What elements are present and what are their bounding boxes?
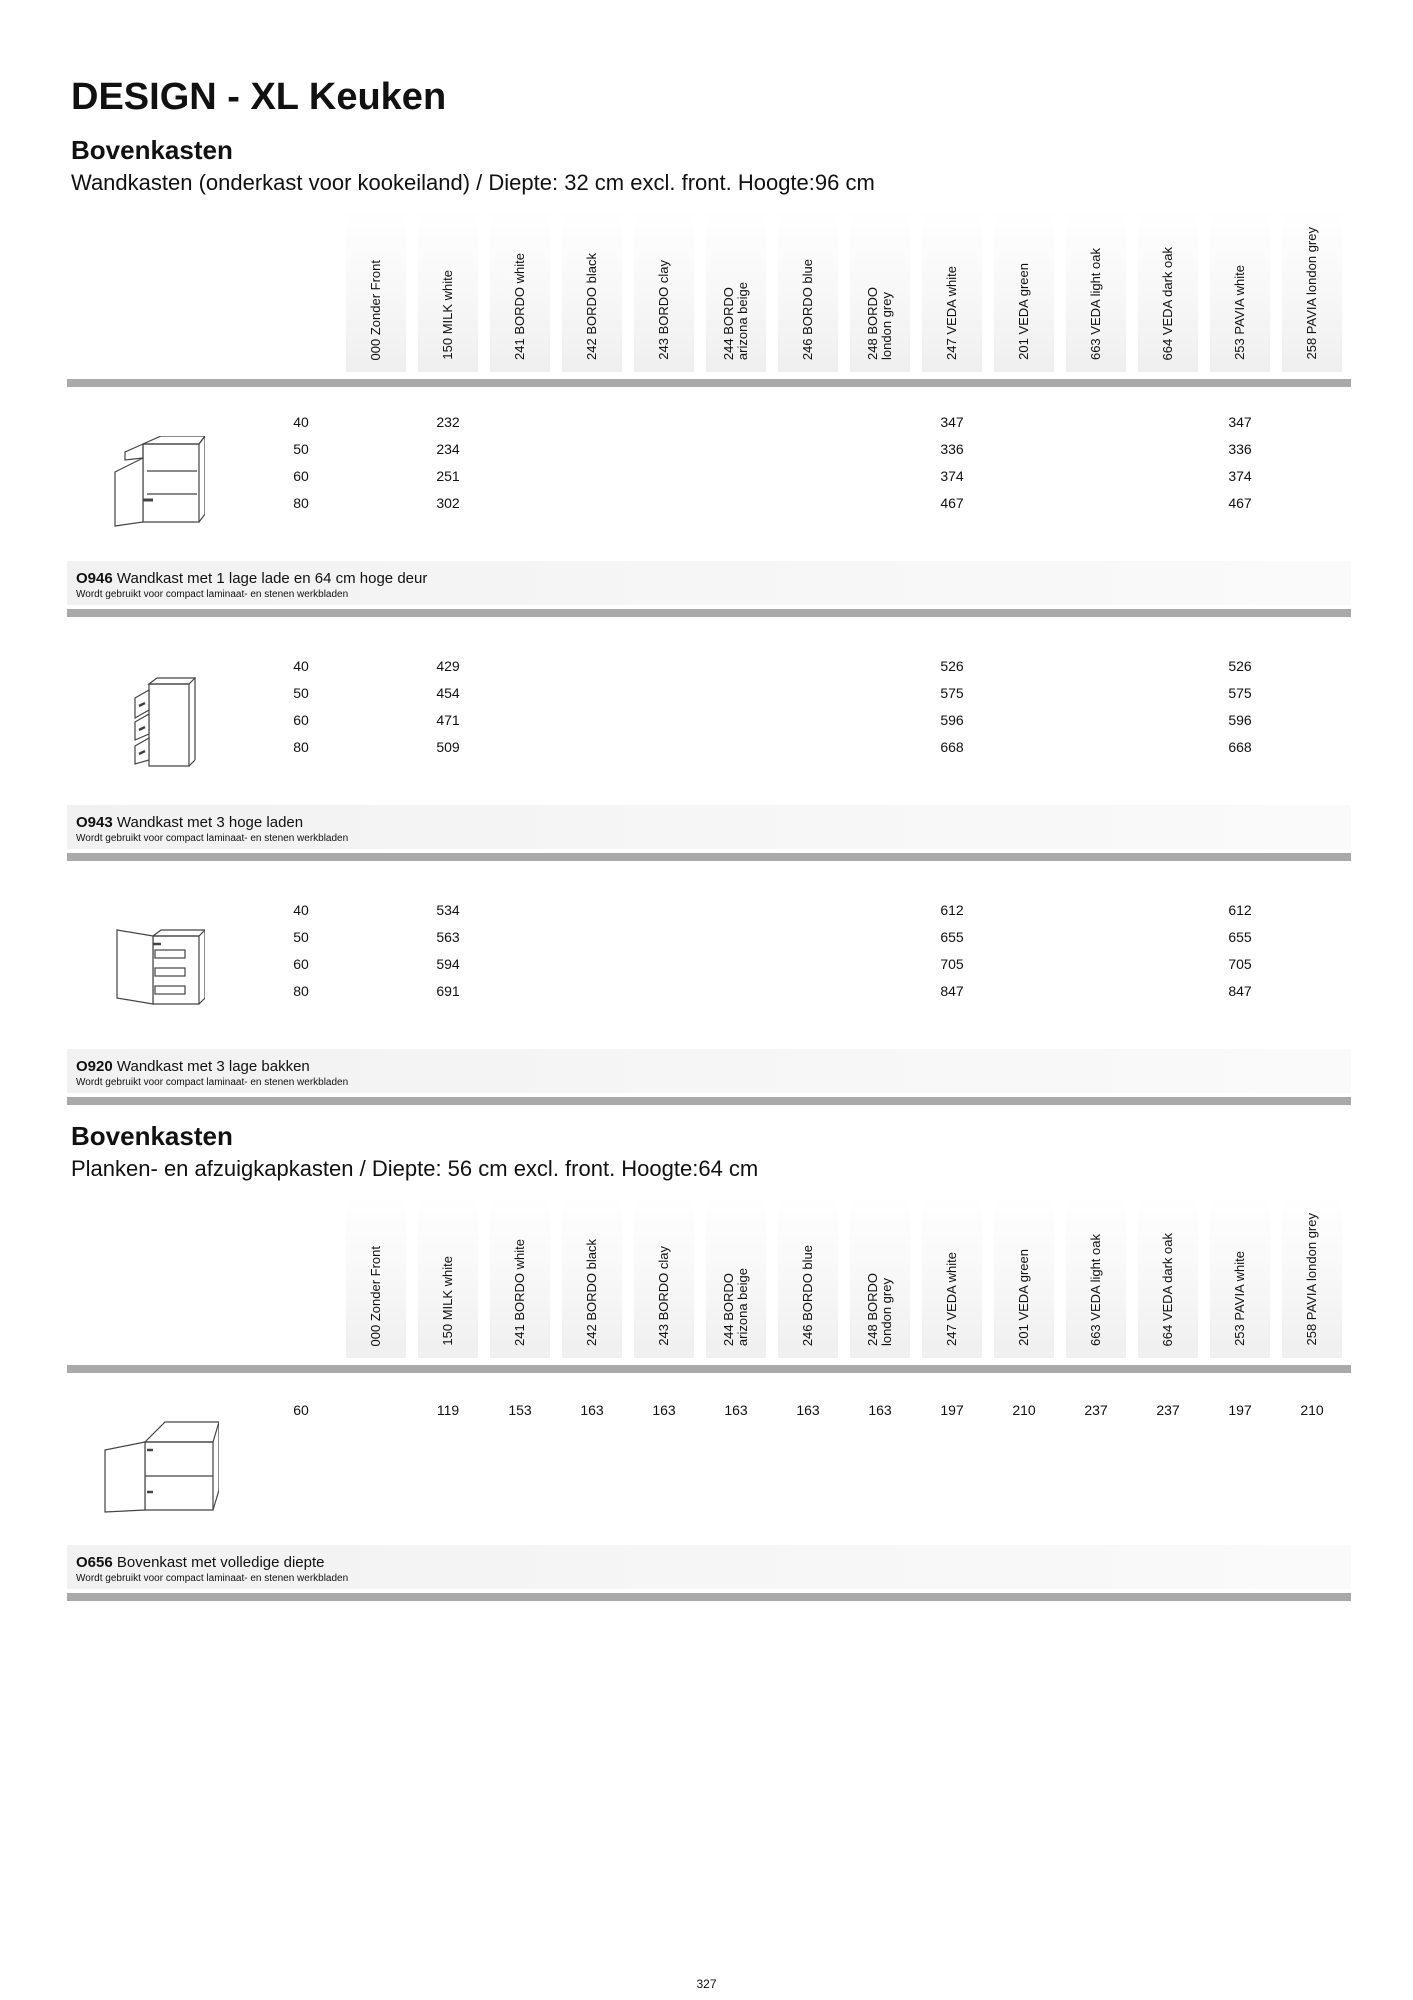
price-cell: 163 — [652, 1402, 676, 1418]
price-column — [412, 409, 484, 517]
size-value: 40 — [293, 902, 309, 918]
price-cell: 655 — [1228, 929, 1252, 945]
front-column-label: 664 VEDA dark oak — [1160, 246, 1175, 360]
header-rule — [67, 1365, 1351, 1373]
price-cell: 163 — [796, 1402, 820, 1418]
price-cell: 526 — [940, 658, 964, 674]
front-column-label: 247 VEDA white — [944, 1252, 959, 1346]
price-cell: 847 — [1228, 983, 1252, 999]
front-column-header — [490, 209, 550, 372]
price-cell: 237 — [1156, 1402, 1180, 1418]
price-cell: 705 — [940, 956, 964, 972]
front-column-label: 243 BORDO clay — [656, 1246, 671, 1346]
size-value: 40 — [293, 414, 309, 430]
item-title — [76, 1059, 310, 1074]
price-cell: 347 — [940, 414, 964, 430]
price-cell: 237 — [1084, 1402, 1108, 1418]
price-cell: 153 — [508, 1402, 532, 1418]
price-column — [844, 1397, 916, 1424]
price-column — [916, 897, 988, 1005]
front-column-header — [1066, 209, 1126, 372]
front-column-headers — [0, 1195, 1413, 1358]
size-value: 40 — [293, 658, 309, 674]
cabinet-drawer-door-icon — [113, 436, 205, 528]
item-rule — [67, 1593, 1351, 1601]
cabinet-full-depth-icon — [101, 1420, 219, 1516]
front-column-label: 201 VEDA green — [1016, 263, 1031, 360]
item-rule — [67, 609, 1351, 617]
price-cell: 668 — [940, 739, 964, 755]
front-column-header — [1282, 209, 1342, 372]
price-cell: 210 — [1300, 1402, 1324, 1418]
price-cell: 232 — [436, 414, 460, 430]
price-column — [1204, 409, 1276, 517]
item-note: Wordt gebruikt voor compact laminaat- en stenen werkbladen — [76, 1573, 349, 1584]
item-title — [76, 1555, 325, 1570]
front-column-header — [346, 1195, 406, 1358]
price-column — [1060, 1397, 1132, 1424]
price-cell: 467 — [940, 495, 964, 511]
price-cell: 336 — [940, 441, 964, 457]
front-column-label: 663 VEDA light oak — [1088, 1233, 1103, 1346]
price-cell: 197 — [1228, 1402, 1252, 1418]
item-description-band — [67, 805, 1351, 849]
item-name: Bovenkast met volledige diepte — [116, 1554, 325, 1571]
price-column — [628, 1397, 700, 1424]
item-description-band — [67, 1545, 1351, 1589]
price-column — [556, 1397, 628, 1424]
item-code: O920 — [76, 1058, 113, 1075]
header-rule — [67, 379, 1351, 387]
item-rule — [67, 1097, 1351, 1105]
price-cell: 596 — [1228, 712, 1252, 728]
price-cell: 467 — [1228, 495, 1252, 511]
price-cell: 347 — [1228, 414, 1252, 430]
size-column — [271, 653, 331, 761]
front-column-header — [922, 209, 982, 372]
front-column-label: 258 PAVIA london grey — [1304, 1213, 1319, 1346]
front-column-label: 244 BORDO arizona beige — [721, 1267, 750, 1346]
front-column-label: 244 BORDO arizona beige — [721, 281, 750, 360]
price-column — [916, 653, 988, 761]
price-cell: 336 — [1228, 441, 1252, 457]
price-column — [916, 409, 988, 517]
front-column-header — [778, 1195, 838, 1358]
front-column-header — [634, 1195, 694, 1358]
size-value: 80 — [293, 495, 309, 511]
price-column — [1132, 1397, 1204, 1424]
front-column-header — [562, 209, 622, 372]
price-cell: 534 — [436, 902, 460, 918]
price-cell: 429 — [436, 658, 460, 674]
price-cell: 575 — [940, 685, 964, 701]
section-title: Bovenkasten — [71, 1121, 233, 1151]
cabinet-three-trays-icon — [113, 928, 205, 1008]
item-note: Wordt gebruikt voor compact laminaat- en stenen werkbladen — [76, 1077, 349, 1088]
price-column — [484, 1397, 556, 1424]
price-cell: 847 — [940, 983, 964, 999]
front-column-label: 243 BORDO clay — [656, 260, 671, 360]
front-column-label: 241 BORDO white — [512, 253, 527, 360]
price-column — [916, 1397, 988, 1424]
item-name: Wandkast met 3 lage bakken — [116, 1058, 310, 1075]
size-value: 50 — [293, 929, 309, 945]
price-cell: 374 — [1228, 468, 1252, 484]
item-name: Wandkast met 1 lage lade en 64 cm hoge deur — [116, 570, 428, 587]
item-note: Wordt gebruikt voor compact laminaat- en stenen werkbladen — [76, 833, 349, 844]
price-column — [988, 1397, 1060, 1424]
size-column — [271, 409, 331, 517]
front-column-header — [1138, 1195, 1198, 1358]
item-description-band — [67, 561, 1351, 605]
size-value: 80 — [293, 983, 309, 999]
front-column-header — [1210, 1195, 1270, 1358]
front-column-label: 248 BORDO london grey — [865, 287, 894, 360]
front-column-label: 150 MILK white — [440, 270, 455, 360]
page-title: DESIGN - XL Keuken — [71, 76, 447, 118]
price-cell: 594 — [436, 956, 460, 972]
price-cell: 668 — [1228, 739, 1252, 755]
front-column-header — [562, 1195, 622, 1358]
item-rule — [67, 853, 1351, 861]
front-column-label: 664 VEDA dark oak — [1160, 1232, 1175, 1346]
price-column — [772, 1397, 844, 1424]
item-note: Wordt gebruikt voor compact laminaat- en stenen werkbladen — [76, 589, 349, 600]
price-cell: 163 — [580, 1402, 604, 1418]
price-column — [1204, 1397, 1276, 1424]
item-title — [76, 815, 303, 830]
price-cell: 575 — [1228, 685, 1252, 701]
size-column — [271, 1397, 331, 1424]
front-column-label: 663 VEDA light oak — [1088, 247, 1103, 360]
price-cell: 163 — [868, 1402, 892, 1418]
front-column-label: 242 BORDO black — [584, 1239, 599, 1346]
item-code: O943 — [76, 814, 113, 831]
size-value: 60 — [293, 956, 309, 972]
front-column-label: 201 VEDA green — [1016, 1249, 1031, 1346]
size-value: 60 — [293, 468, 309, 484]
size-value: 80 — [293, 739, 309, 755]
price-cell: 563 — [436, 929, 460, 945]
size-value: 60 — [293, 712, 309, 728]
section-title: Bovenkasten — [71, 135, 233, 165]
front-column-label: 253 PAVIA white — [1232, 1251, 1247, 1346]
size-value: 60 — [293, 1402, 309, 1418]
section-subtitle: Planken- en afzuigkapkasten / Diepte: 56 cm excl. front. Hoogte:64 cm — [71, 1156, 759, 1181]
front-column-header — [850, 209, 910, 372]
front-column-header — [706, 1195, 766, 1358]
front-column-header — [346, 209, 406, 372]
price-cell: 251 — [436, 468, 460, 484]
front-column-header — [706, 209, 766, 372]
price-column — [412, 897, 484, 1005]
front-column-header — [994, 209, 1054, 372]
section-subtitle: Wandkasten (onderkast voor kookeiland) / Diepte: 32 cm excl. front. Hoogte:96 cm — [71, 170, 875, 195]
price-cell: 471 — [436, 712, 460, 728]
front-column-header — [1138, 209, 1198, 372]
price-cell: 691 — [436, 983, 460, 999]
price-column — [700, 1397, 772, 1424]
price-cell: 163 — [724, 1402, 748, 1418]
price-cell: 655 — [940, 929, 964, 945]
size-column — [271, 897, 331, 1005]
front-column-header — [1282, 1195, 1342, 1358]
price-cell: 197 — [940, 1402, 964, 1418]
front-column-headers — [0, 209, 1413, 372]
price-column — [1204, 653, 1276, 761]
price-cell: 210 — [1012, 1402, 1036, 1418]
price-cell: 119 — [436, 1402, 460, 1418]
item-code: O946 — [76, 570, 113, 587]
front-column-label: 150 MILK white — [440, 1256, 455, 1346]
price-cell: 596 — [940, 712, 964, 728]
front-column-header — [1066, 1195, 1126, 1358]
price-column — [1276, 1397, 1348, 1424]
front-column-label: 246 BORDO blue — [800, 258, 815, 360]
front-column-label: 000 Zonder Front — [368, 1245, 383, 1346]
price-column — [412, 1397, 484, 1424]
price-cell: 612 — [1228, 902, 1252, 918]
front-column-header — [922, 1195, 982, 1358]
size-value: 50 — [293, 441, 309, 457]
front-column-header — [418, 209, 478, 372]
front-column-label: 241 BORDO white — [512, 1239, 527, 1346]
price-column — [1204, 897, 1276, 1005]
front-column-header — [994, 1195, 1054, 1358]
front-column-label: 253 PAVIA white — [1232, 265, 1247, 360]
item-description-band — [67, 1049, 1351, 1093]
price-cell: 526 — [1228, 658, 1252, 674]
price-cell: 454 — [436, 685, 460, 701]
front-column-label: 242 BORDO black — [584, 253, 599, 360]
page-number: 327 — [696, 1977, 717, 1991]
front-column-header — [778, 209, 838, 372]
item-title — [76, 571, 427, 586]
front-column-header — [1210, 209, 1270, 372]
front-column-label: 248 BORDO london grey — [865, 1273, 894, 1346]
price-cell: 612 — [940, 902, 964, 918]
size-value: 50 — [293, 685, 309, 701]
front-column-label: 247 VEDA white — [944, 266, 959, 360]
price-cell: 705 — [1228, 956, 1252, 972]
front-column-header — [850, 1195, 910, 1358]
front-column-header — [490, 1195, 550, 1358]
price-cell: 234 — [436, 441, 460, 457]
front-column-label: 258 PAVIA london grey — [1304, 227, 1319, 360]
price-cell: 374 — [940, 468, 964, 484]
front-column-label: 246 BORDO blue — [800, 1244, 815, 1346]
front-column-label: 000 Zonder Front — [368, 259, 383, 360]
item-code: O656 — [76, 1554, 113, 1571]
price-cell: 302 — [436, 495, 460, 511]
price-cell: 509 — [436, 739, 460, 755]
cabinet-three-drawers-icon — [131, 676, 197, 768]
front-column-header — [634, 209, 694, 372]
front-column-header — [418, 1195, 478, 1358]
price-column — [412, 653, 484, 761]
item-name: Wandkast met 3 hoge laden — [116, 814, 304, 831]
